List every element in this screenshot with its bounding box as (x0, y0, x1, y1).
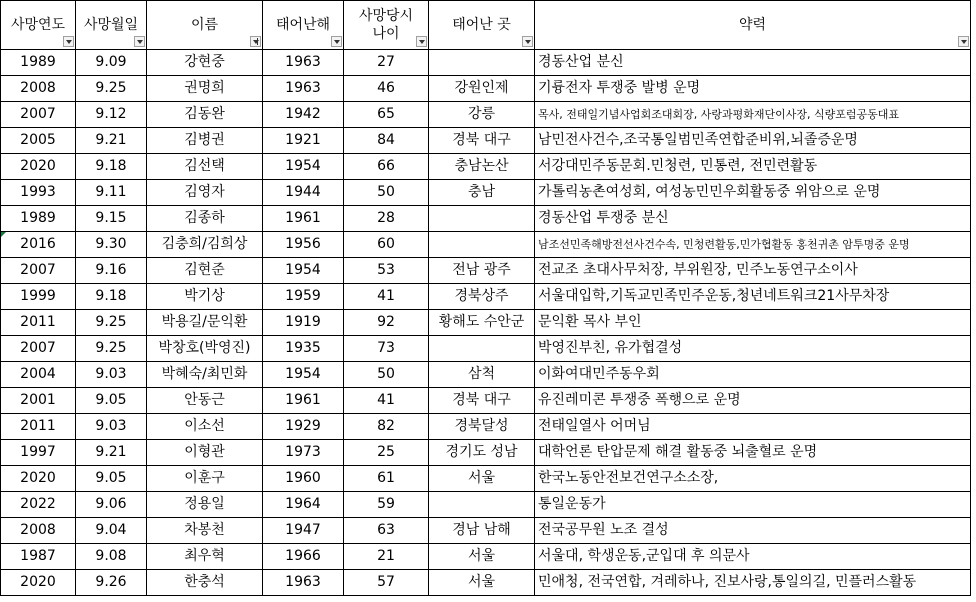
cell-death-date[interactable]: 9.21 (76, 440, 147, 466)
cell-name[interactable]: 박창호(박영진) (147, 336, 263, 362)
cell-death-date[interactable]: 9.12 (76, 102, 147, 128)
cell-death-date[interactable]: 9.15 (76, 206, 147, 232)
header-age-line1: 사망당시 (358, 8, 414, 24)
header-birthplace (429, 1, 535, 50)
cell-death-year[interactable]: 2004 (1, 362, 76, 388)
cell-birthplace[interactable]: 충남 (429, 180, 535, 206)
cell-birthplace[interactable]: 경북상주 (429, 284, 535, 310)
cell-age[interactable]: 27 (344, 50, 429, 76)
cell-death-date[interactable]: 9.03 (76, 362, 147, 388)
cell-age[interactable]: 84 (344, 128, 429, 154)
cell-biography[interactable]: 남민전사건수,조국통일범민족연합준비위,뇌졸증운명 (535, 128, 971, 154)
filter-dropdown-icon[interactable] (331, 36, 342, 47)
cell-death-date[interactable]: 9.26 (76, 570, 147, 596)
cell-birth-year[interactable]: 1954 (263, 362, 344, 388)
header-age-line2: 나이 (372, 26, 400, 42)
cell-birth-year[interactable]: 1954 (263, 154, 344, 180)
cell-biography[interactable]: 기륭전자 투쟁중 발병 운명 (535, 76, 971, 102)
cell-age[interactable]: 92 (344, 310, 429, 336)
cell-age[interactable]: 50 (344, 362, 429, 388)
cell-name[interactable]: 김종하 (147, 206, 263, 232)
table-row (1, 414, 971, 440)
cell-birth-year[interactable]: 1973 (263, 440, 344, 466)
cell-biography[interactable]: 서울대, 학생운동,군입대 후 의문사 (535, 544, 971, 570)
cell-name[interactable]: 안동근 (147, 388, 263, 414)
cell-name[interactable]: 박기상 (147, 284, 263, 310)
cell-birth-year[interactable]: 1959 (263, 284, 344, 310)
cell-birthplace[interactable]: 삼척 (429, 362, 535, 388)
cell-death-year[interactable]: 2020 (1, 154, 76, 180)
cell-death-date[interactable]: 9.05 (76, 466, 147, 492)
filter-dropdown-icon[interactable] (134, 36, 145, 47)
table-row (1, 466, 971, 492)
cell-biography[interactable]: 경동산업 분신 (535, 50, 971, 76)
cell-name[interactable]: 강현중 (147, 50, 263, 76)
cell-birthplace[interactable] (429, 336, 535, 362)
cell-biography[interactable]: 문익환 목사 부인 (535, 310, 971, 336)
cell-death-year[interactable]: 2020 (1, 466, 76, 492)
cell-death-year[interactable]: 2011 (1, 310, 76, 336)
cell-birthplace[interactable]: 서울 (429, 466, 535, 492)
cell-death-date[interactable]: 9.21 (76, 128, 147, 154)
header-age-label (359, 7, 413, 43)
cell-death-date[interactable]: 9.18 (76, 284, 147, 310)
cell-biography[interactable]: 서강대민주동문회.민청련, 민통련, 전민련활동 (535, 154, 971, 180)
cell-biography[interactable]: 이화여대민주동우회 (535, 362, 971, 388)
cell-name[interactable]: 권명희 (147, 76, 263, 102)
table-row (1, 388, 971, 414)
cell-name[interactable]: 정용일 (147, 492, 263, 518)
cell-birthplace[interactable]: 경북달성 (429, 414, 535, 440)
cell-biography[interactable]: 민애청, 전국연합, 겨레하나, 진보사랑,통일의길, 민플러스활동 (535, 570, 971, 596)
table-row (1, 154, 971, 180)
header-birth-year-label: 태어난해 (275, 17, 331, 33)
filter-dropdown-icon[interactable] (416, 36, 427, 47)
cell-biography[interactable]: 박영진부친, 유가협결성 (535, 336, 971, 362)
table-row (1, 440, 971, 466)
table-row (1, 336, 971, 362)
cell-death-year[interactable]: 2022 (1, 492, 76, 518)
cell-name[interactable]: 최우혁 (147, 544, 263, 570)
cell-biography[interactable]: 경동산업 투쟁중 분신 (535, 206, 971, 232)
cell-death-year[interactable]: 2007 (1, 336, 76, 362)
cell-age[interactable]: 66 (344, 154, 429, 180)
cell-death-date[interactable]: 9.25 (76, 336, 147, 362)
cell-name[interactable]: 김영자 (147, 180, 263, 206)
cell-biography[interactable]: 남조선민족해방전선사건수속, 민청련활동,민가협활동 홍천귀촌 암투명중 운명 (535, 232, 971, 258)
header-age (344, 1, 429, 50)
table-row (1, 518, 971, 544)
cell-age[interactable]: 59 (344, 492, 429, 518)
cell-name[interactable]: 김충희/김희상 (147, 232, 263, 258)
cell-death-date[interactable]: 9.08 (76, 544, 147, 570)
cell-death-year[interactable]: 2007 (1, 102, 76, 128)
cell-age[interactable]: 57 (344, 570, 429, 596)
cell-age[interactable]: 41 (344, 284, 429, 310)
filter-dropdown-icon[interactable] (522, 36, 533, 47)
table-row (1, 544, 971, 570)
cell-name[interactable]: 이소선 (147, 414, 263, 440)
cell-age[interactable]: 25 (344, 440, 429, 466)
cell-birth-year[interactable]: 1963 (263, 76, 344, 102)
header-date-label: 사망월일 (83, 17, 139, 33)
cell-death-year[interactable]: 1989 (1, 50, 76, 76)
cell-name[interactable]: 차봉천 (147, 518, 263, 544)
cell-death-year[interactable]: 2007 (1, 258, 76, 284)
table-row (1, 284, 971, 310)
cell-birth-year[interactable]: 1963 (263, 50, 344, 76)
cell-birth-year[interactable]: 1956 (263, 232, 344, 258)
table-row (1, 128, 971, 154)
cell-death-date[interactable]: 9.03 (76, 414, 147, 440)
cell-birth-year[interactable]: 1947 (263, 518, 344, 544)
cell-death-year[interactable]: 2016 (1, 232, 76, 258)
cell-death-year[interactable]: 2008 (1, 76, 76, 102)
cell-birth-year[interactable]: 1935 (263, 336, 344, 362)
table-row (1, 492, 971, 518)
cell-name[interactable]: 김현준 (147, 258, 263, 284)
cell-birthplace[interactable] (429, 492, 535, 518)
comment-indicator-icon (1, 232, 6, 237)
cell-birth-year[interactable]: 1921 (263, 128, 344, 154)
cell-birthplace[interactable]: 전남 광주 (429, 258, 535, 284)
cell-birth-year[interactable]: 1944 (263, 180, 344, 206)
cell-name[interactable]: 이형관 (147, 440, 263, 466)
cell-age[interactable]: 60 (344, 232, 429, 258)
cell-age[interactable]: 50 (344, 180, 429, 206)
cell-birthplace[interactable]: 경기도 성남 (429, 440, 535, 466)
cell-biography[interactable]: 서울대입학,기독교민족민주운동,청년네트워크21사무차장 (535, 284, 971, 310)
cell-death-year[interactable]: 1987 (1, 544, 76, 570)
header-biography-label: 약력 (738, 17, 767, 33)
header-birth-year (263, 1, 344, 50)
table-row (1, 570, 971, 596)
cell-death-date[interactable]: 9.25 (76, 76, 147, 102)
cell-death-year[interactable]: 1989 (1, 206, 76, 232)
cell-age[interactable]: 28 (344, 206, 429, 232)
cell-age[interactable]: 46 (344, 76, 429, 102)
cell-name[interactable]: 박혜숙/최민화 (147, 362, 263, 388)
cell-death-year[interactable]: 1999 (1, 284, 76, 310)
table-row (1, 76, 971, 102)
cell-birth-year[interactable]: 1964 (263, 492, 344, 518)
table-row (1, 102, 971, 128)
cell-death-date[interactable]: 9.04 (76, 518, 147, 544)
cell-age[interactable]: 63 (344, 518, 429, 544)
header-year-label: 사망연도 (10, 17, 66, 33)
table-row (1, 258, 971, 284)
cell-birth-year[interactable]: 1954 (263, 258, 344, 284)
cell-birthplace[interactable]: 경남 남해 (429, 518, 535, 544)
cell-birthplace[interactable]: 서울 (429, 570, 535, 596)
table-row (1, 362, 971, 388)
filter-dropdown-icon[interactable] (63, 36, 74, 47)
header-name (147, 1, 263, 50)
table-row (1, 310, 971, 336)
cell-birthplace[interactable]: 충남논산 (429, 154, 535, 180)
cell-birthplace[interactable]: 경북 대구 (429, 388, 535, 414)
table-row (1, 180, 971, 206)
cell-age[interactable]: 53 (344, 258, 429, 284)
cell-age[interactable]: 65 (344, 102, 429, 128)
cell-death-year[interactable]: 2020 (1, 570, 76, 596)
sort-filter-icon[interactable] (250, 36, 261, 47)
cell-birthplace[interactable] (429, 232, 535, 258)
cell-age[interactable]: 41 (344, 388, 429, 414)
table-row (1, 232, 971, 258)
cell-biography[interactable]: 대학언론 탄압문제 해결 활동중 뇌출혈로 운명 (535, 440, 971, 466)
cell-birthplace[interactable] (429, 206, 535, 232)
cell-birthplace[interactable]: 강원인제 (429, 76, 535, 102)
cell-death-year[interactable]: 2001 (1, 388, 76, 414)
cell-name[interactable]: 김동완 (147, 102, 263, 128)
cell-death-year[interactable]: 2005 (1, 128, 76, 154)
cell-death-year[interactable]: 1997 (1, 440, 76, 466)
cell-birthplace[interactable]: 서울 (429, 544, 535, 570)
cell-death-year[interactable]: 2011 (1, 414, 76, 440)
cell-birth-year[interactable]: 1929 (263, 414, 344, 440)
cell-age[interactable]: 61 (344, 466, 429, 492)
cell-birth-year[interactable]: 1963 (263, 570, 344, 596)
header-biography (535, 1, 971, 50)
cell-death-date[interactable]: 9.18 (76, 154, 147, 180)
cell-death-date[interactable]: 9.25 (76, 310, 147, 336)
cell-birth-year[interactable]: 1966 (263, 544, 344, 570)
cell-biography[interactable]: 통일운동가 (535, 492, 971, 518)
header-birthplace-label: 태어난 곳 (452, 17, 511, 33)
cell-death-date[interactable]: 9.05 (76, 388, 147, 414)
cell-death-year[interactable]: 2008 (1, 518, 76, 544)
cell-age[interactable]: 82 (344, 414, 429, 440)
cell-age[interactable]: 73 (344, 336, 429, 362)
cell-death-date[interactable]: 9.09 (76, 50, 147, 76)
cell-death-date[interactable]: 9.11 (76, 180, 147, 206)
cell-biography[interactable]: 전국공무원 노조 결성 (535, 518, 971, 544)
cell-birthplace[interactable] (429, 50, 535, 76)
table-row (1, 206, 971, 232)
cell-biography[interactable]: 목사, 전태일기념사업회조대회장, 사랑과평화재단이사장, 식량포럼공동대표 (535, 102, 971, 128)
cell-birth-year[interactable]: 1942 (263, 102, 344, 128)
header-year (1, 1, 76, 50)
cell-name[interactable]: 김선택 (147, 154, 263, 180)
cell-biography[interactable]: 유진레미콘 투쟁중 폭행으로 운명 (535, 388, 971, 414)
cell-birthplace[interactable]: 황해도 수안군 (429, 310, 535, 336)
header-row (1, 1, 971, 50)
cell-biography[interactable]: 한국노동안전보건연구소소장, (535, 466, 971, 492)
cell-name[interactable]: 한충석 (147, 570, 263, 596)
cell-death-date[interactable]: 9.06 (76, 492, 147, 518)
cell-name[interactable]: 김병권 (147, 128, 263, 154)
cell-age[interactable]: 21 (344, 544, 429, 570)
cell-name[interactable]: 박용길/문익환 (147, 310, 263, 336)
cell-death-date[interactable]: 9.30 (76, 232, 147, 258)
cell-name[interactable]: 이훈구 (147, 466, 263, 492)
cell-death-date[interactable]: 9.16 (76, 258, 147, 284)
header-name-label: 이름 (190, 17, 219, 33)
cell-death-year[interactable]: 1993 (1, 180, 76, 206)
filter-dropdown-icon[interactable] (958, 36, 969, 47)
cell-birth-year[interactable]: 1961 (263, 206, 344, 232)
cell-biography[interactable]: 가톨릭농촌여성회, 여성농민민우회활동중 위암으로 운명 (535, 180, 971, 206)
table-row (1, 50, 971, 76)
cell-birth-year[interactable]: 1919 (263, 310, 344, 336)
cell-biography[interactable]: 전교조 초대사무처장, 부위원장, 민주노동연구소이사 (535, 258, 971, 284)
cell-biography[interactable]: 전태일열사 어머님 (535, 414, 971, 440)
cell-birth-year[interactable]: 1961 (263, 388, 344, 414)
cell-birthplace[interactable]: 경북 대구 (429, 128, 535, 154)
cell-birthplace[interactable]: 강릉 (429, 102, 535, 128)
header-date (76, 1, 147, 50)
cell-birth-year[interactable]: 1960 (263, 466, 344, 492)
